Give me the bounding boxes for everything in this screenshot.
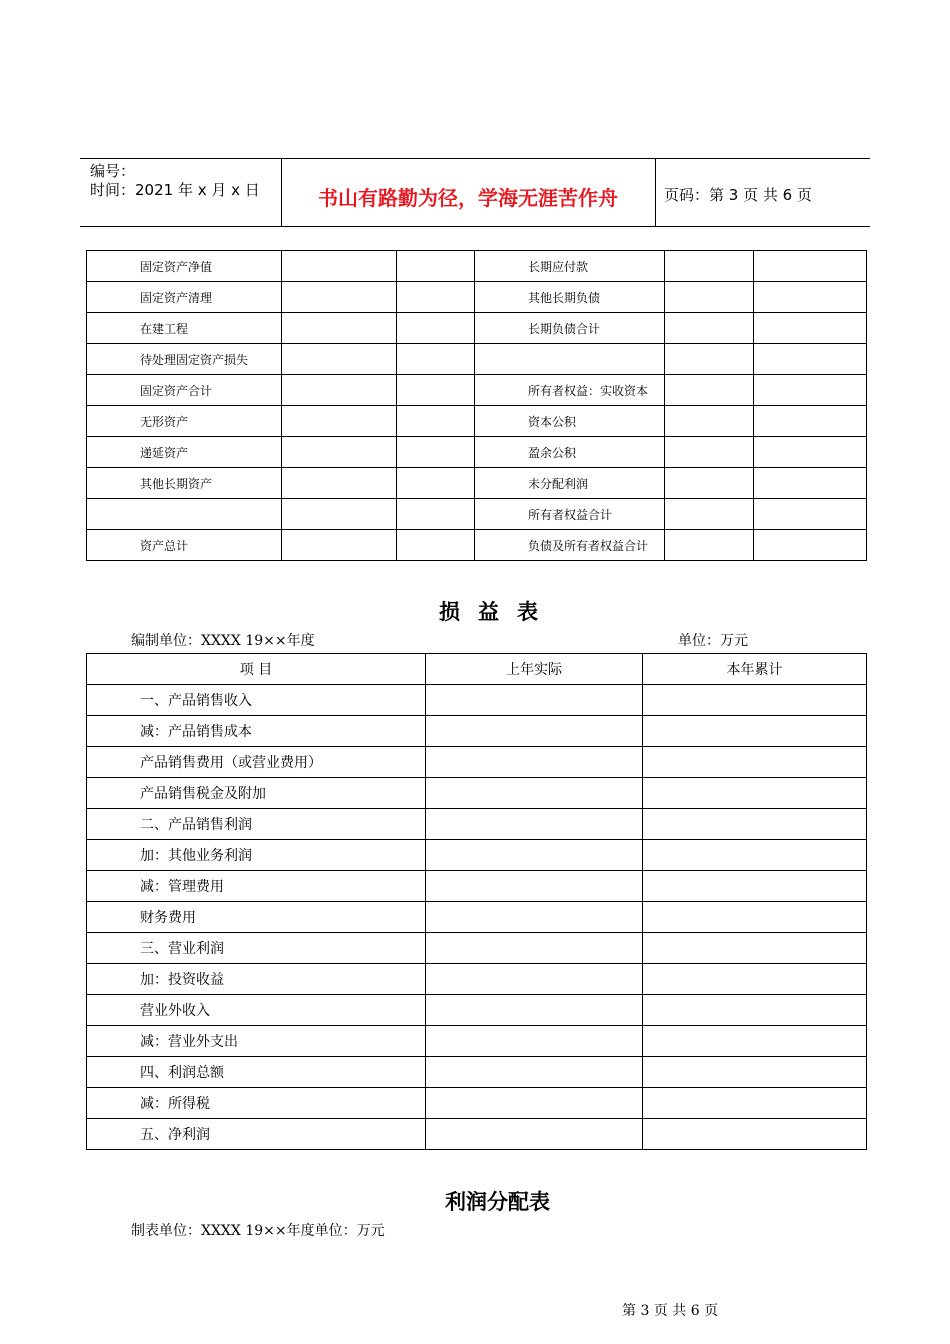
- asset-label: 其他长期资产: [87, 468, 282, 499]
- table-row: [87, 499, 867, 530]
- asset-label: 固定资产清理: [87, 282, 282, 313]
- asset-value-cell[interactable]: [397, 282, 475, 313]
- column-header-item: 项 目: [87, 654, 426, 685]
- asset-value-cell[interactable]: [282, 468, 397, 499]
- liability-value-cell[interactable]: [754, 468, 867, 499]
- last-year-cell[interactable]: [426, 902, 643, 933]
- this-year-cell[interactable]: [643, 964, 867, 995]
- item-label: 减：所得税: [87, 1088, 426, 1119]
- liability-value-cell[interactable]: [665, 282, 754, 313]
- page-footer: 第 3 页 共 6 页: [622, 1303, 719, 1319]
- table-row: [87, 406, 867, 437]
- this-year-cell[interactable]: [643, 778, 867, 809]
- last-year-cell[interactable]: [426, 778, 643, 809]
- table-row: [87, 282, 867, 313]
- income-statement-unit: 单位：万元: [678, 633, 748, 649]
- asset-value-cell[interactable]: [397, 499, 475, 530]
- liability-value-cell[interactable]: [665, 499, 754, 530]
- last-year-cell[interactable]: [426, 964, 643, 995]
- liability-value-cell[interactable]: [665, 313, 754, 344]
- this-year-cell[interactable]: [643, 902, 867, 933]
- asset-value-cell[interactable]: [397, 468, 475, 499]
- liability-value-cell[interactable]: [754, 437, 867, 468]
- income-statement-table: [86, 653, 867, 1150]
- table-row: [87, 902, 867, 933]
- item-label: 加：投资收益: [87, 964, 426, 995]
- table-row: [87, 809, 867, 840]
- item-label: 营业外收入: [87, 995, 426, 1026]
- liability-value-cell[interactable]: [665, 344, 754, 375]
- liability-value-cell[interactable]: [754, 406, 867, 437]
- header-top-rule: [80, 158, 870, 159]
- table-row: [87, 871, 867, 902]
- table-row: [87, 530, 867, 561]
- profit-distribution-title: 利润分配表: [445, 1189, 550, 1214]
- table-row: [87, 933, 867, 964]
- liability-value-cell[interactable]: [665, 375, 754, 406]
- last-year-cell[interactable]: [426, 809, 643, 840]
- liability-value-cell[interactable]: [665, 406, 754, 437]
- this-year-cell[interactable]: [643, 747, 867, 778]
- liability-label: 未分配利润: [475, 468, 665, 499]
- table-row: [87, 778, 867, 809]
- this-year-cell[interactable]: [643, 1026, 867, 1057]
- table-row: [87, 375, 867, 406]
- asset-value-cell[interactable]: [282, 406, 397, 437]
- last-year-cell[interactable]: [426, 716, 643, 747]
- this-year-cell[interactable]: [643, 1088, 867, 1119]
- asset-value-cell[interactable]: [282, 437, 397, 468]
- last-year-cell[interactable]: [426, 995, 643, 1026]
- asset-value-cell[interactable]: [397, 313, 475, 344]
- liability-label: 长期负债合计: [475, 313, 665, 344]
- item-label: 财务费用: [87, 902, 426, 933]
- this-year-cell[interactable]: [643, 933, 867, 964]
- column-header-this-year: 本年累计: [643, 654, 867, 685]
- liability-label: [475, 344, 665, 375]
- liability-value-cell[interactable]: [754, 375, 867, 406]
- asset-value-cell[interactable]: [282, 499, 397, 530]
- asset-value-cell[interactable]: [282, 251, 397, 282]
- last-year-cell[interactable]: [426, 1119, 643, 1150]
- item-label: 三、营业利润: [87, 933, 426, 964]
- item-label: 一、产品销售收入: [87, 685, 426, 716]
- table-row: [87, 840, 867, 871]
- this-year-cell[interactable]: [643, 809, 867, 840]
- this-year-cell[interactable]: [643, 1057, 867, 1088]
- asset-value-cell[interactable]: [282, 313, 397, 344]
- item-label: 二、产品销售利润: [87, 809, 426, 840]
- last-year-cell[interactable]: [426, 747, 643, 778]
- liability-value-cell[interactable]: [754, 313, 867, 344]
- time-label: 时间：2021 年 x 月 x 日: [90, 181, 260, 199]
- item-label: 产品销售税金及附加: [87, 778, 426, 809]
- asset-label: [87, 499, 282, 530]
- income-statement-title: 损益表: [439, 599, 556, 624]
- asset-value-cell[interactable]: [282, 375, 397, 406]
- asset-label: 固定资产净值: [87, 251, 282, 282]
- income-statement-unit-line: 编制单位：XXXX 19××年度: [131, 633, 315, 649]
- table-row: [87, 1026, 867, 1057]
- table-row: [87, 1057, 867, 1088]
- table-row: [87, 437, 867, 468]
- header-bottom-rule: [80, 226, 870, 227]
- asset-value-cell[interactable]: [397, 251, 475, 282]
- this-year-cell[interactable]: [643, 995, 867, 1026]
- liability-value-cell[interactable]: [665, 530, 754, 561]
- asset-value-cell[interactable]: [397, 406, 475, 437]
- column-header-last-year: 上年实际: [426, 654, 643, 685]
- this-year-cell[interactable]: [643, 1119, 867, 1150]
- this-year-cell[interactable]: [643, 716, 867, 747]
- liability-label: 所有者权益合计: [475, 499, 665, 530]
- item-label: 产品销售费用（或营业费用）: [87, 747, 426, 778]
- item-label: 五、净利润: [87, 1119, 426, 1150]
- last-year-cell[interactable]: [426, 685, 643, 716]
- asset-label: 固定资产合计: [87, 375, 282, 406]
- asset-value-cell[interactable]: [282, 530, 397, 561]
- table-row: [87, 468, 867, 499]
- item-label: 减：管理费用: [87, 871, 426, 902]
- liability-value-cell[interactable]: [665, 468, 754, 499]
- table-row: [87, 747, 867, 778]
- asset-label: 无形资产: [87, 406, 282, 437]
- liability-value-cell[interactable]: [754, 530, 867, 561]
- asset-value-cell[interactable]: [397, 530, 475, 561]
- liability-value-cell[interactable]: [754, 282, 867, 313]
- asset-value-cell[interactable]: [397, 344, 475, 375]
- balance-sheet-table: [86, 250, 867, 561]
- liability-value-cell[interactable]: [665, 251, 754, 282]
- header-page-info: 页码：第 3 页 共 6 页: [664, 186, 812, 204]
- asset-value-cell[interactable]: [397, 375, 475, 406]
- table-header-row: [87, 654, 867, 685]
- last-year-cell[interactable]: [426, 1026, 643, 1057]
- liability-label: 长期应付款: [475, 251, 665, 282]
- liability-label: 负债及所有者权益合计: [475, 530, 665, 561]
- asset-label: 递延资产: [87, 437, 282, 468]
- table-row: [87, 313, 867, 344]
- last-year-cell[interactable]: [426, 1088, 643, 1119]
- header-motto: 书山有路勤为径，学海无涯苦作舟: [318, 186, 618, 210]
- item-label: 四、利润总额: [87, 1057, 426, 1088]
- liability-label: 盈余公积: [475, 437, 665, 468]
- table-row: [87, 1119, 867, 1150]
- table-row: [87, 344, 867, 375]
- last-year-cell[interactable]: [426, 871, 643, 902]
- asset-value-cell[interactable]: [282, 282, 397, 313]
- table-row: [87, 251, 867, 282]
- header-divider: [655, 158, 656, 226]
- item-label: 减：产品销售成本: [87, 716, 426, 747]
- asset-label: 待处理固定资产损失: [87, 344, 282, 375]
- asset-value-cell[interactable]: [282, 344, 397, 375]
- table-row: [87, 995, 867, 1026]
- liability-label: 所有者权益：实收资本: [475, 375, 665, 406]
- table-row: [87, 1088, 867, 1119]
- liability-value-cell[interactable]: [754, 344, 867, 375]
- liability-value-cell[interactable]: [754, 499, 867, 530]
- this-year-cell[interactable]: [643, 840, 867, 871]
- liability-label: 其他长期负债: [475, 282, 665, 313]
- last-year-cell[interactable]: [426, 840, 643, 871]
- profit-distribution-unit-line: 制表单位：XXXX 19××年度单位：万元: [131, 1223, 385, 1239]
- last-year-cell[interactable]: [426, 1057, 643, 1088]
- this-year-cell[interactable]: [643, 871, 867, 902]
- item-label: 加：其他业务利润: [87, 840, 426, 871]
- asset-label: 资产总计: [87, 530, 282, 561]
- asset-label: 在建工程: [87, 313, 282, 344]
- table-row: [87, 685, 867, 716]
- this-year-cell[interactable]: [643, 685, 867, 716]
- header-meta: [90, 162, 260, 200]
- liability-value-cell[interactable]: [665, 437, 754, 468]
- number-label: 编号：: [90, 162, 136, 180]
- table-row: [87, 964, 867, 995]
- item-label: 减：营业外支出: [87, 1026, 426, 1057]
- last-year-cell[interactable]: [426, 933, 643, 964]
- liability-label: 资本公积: [475, 406, 665, 437]
- table-row: [87, 716, 867, 747]
- asset-value-cell[interactable]: [397, 437, 475, 468]
- liability-value-cell[interactable]: [754, 251, 867, 282]
